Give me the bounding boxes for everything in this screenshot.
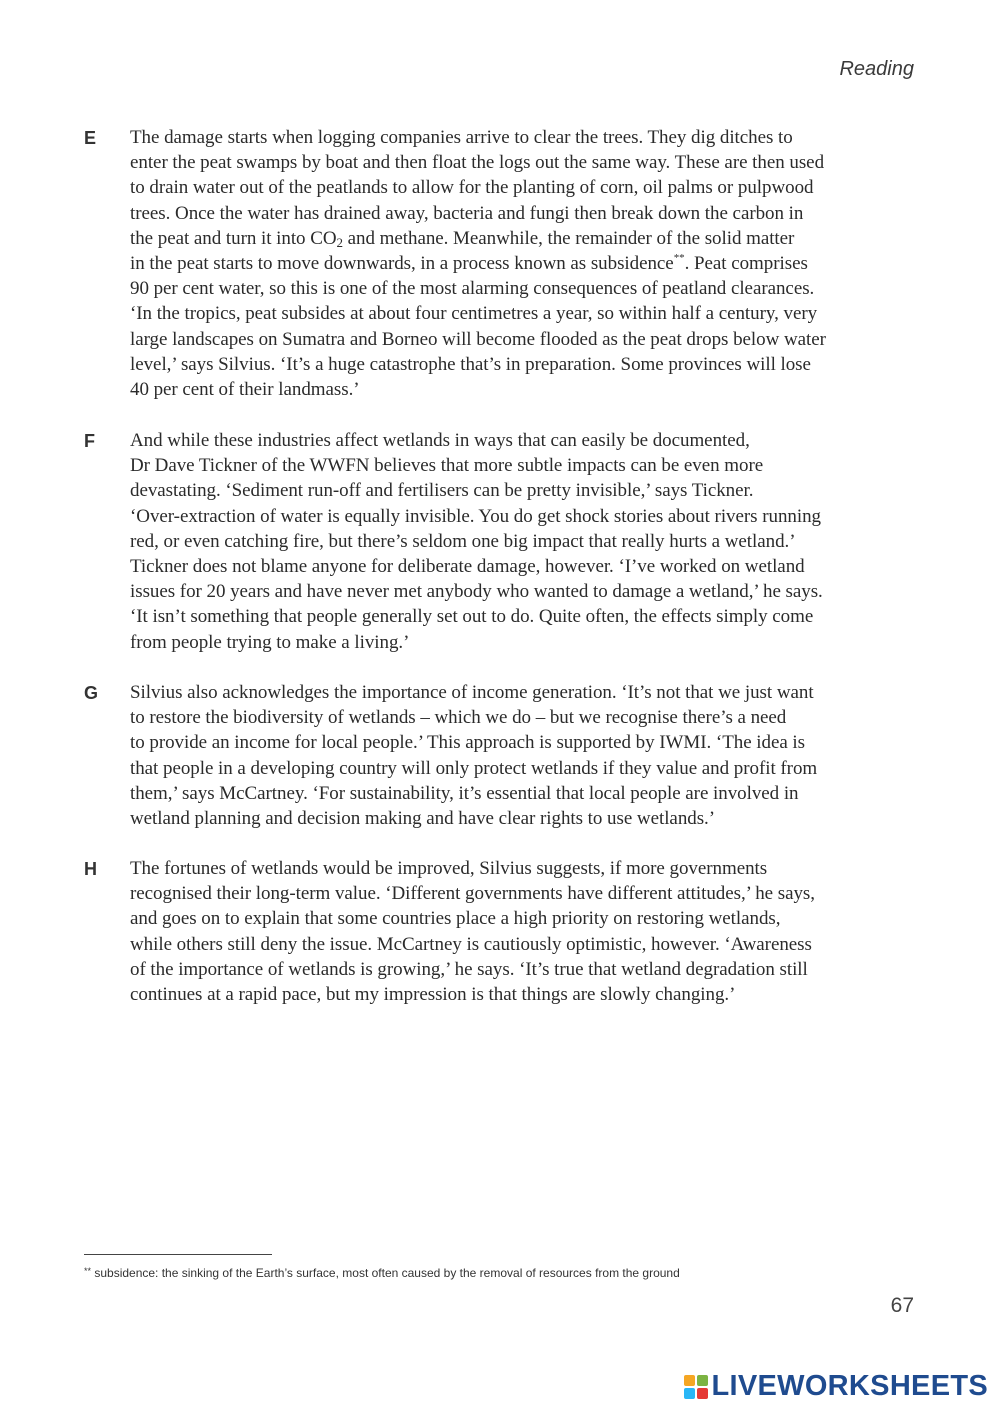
logo-square [697,1388,708,1399]
text-segment: . Peat comprises [684,253,808,275]
text-line: wetland planning and decision making and have clear rights to use wetlands.’ [130,808,716,830]
liveworksheets-logo-icon [684,1375,708,1399]
text-line: red, or even catching fire, but there’s seldom one big impact that really hurts a wetland.’ [130,530,796,552]
text-line: The damage starts when logging companies arrive to clear the trees. They dig ditches to [130,127,793,148]
subscript: 2 [336,234,343,250]
text-line: 90 per cent water, so this is one of the most alarming consequences of peatland clearances. [130,278,815,300]
paragraph-g [84,680,920,831]
liveworksheets-brand [684,1370,989,1403]
footnote-marker: ** [84,1266,92,1276]
text-line: large landscapes on Sumatra and Borneo will become flooded as the peat drops below water [130,328,826,350]
text-line: ‘In the tropics, peat subsides at about four centimetres a year, so within half a century, very [130,303,818,325]
text-line: devastating. ‘Sediment run-off and fertilisers can be pretty invisible,’ says Tickner. [130,480,754,502]
footnote-text: subsidence: the sinking of the Earth’s surface, most often caused by the removal of resources from the ground [91,1266,680,1280]
text-line: And while these industries affect wetlands in ways that can easily be documented, [130,430,750,451]
paragraph-letter: G [84,683,99,703]
paragraph-body [130,680,920,831]
text-line: Dr Dave Tickner of the WWFN believes that more subtle impacts can be even more [130,455,764,477]
text-line: while others still deny the issue. McCartney is cautiously optimistic, however. ‘Awareness [130,933,812,955]
text-segment: in the peat starts to move downwards, in a process known as subsidence [130,253,674,275]
text-line: and goes on to explain that some countries place a high priority on restoring wetlands, [130,908,781,930]
text-segment: and methane. Meanwhile, the remainder of the solid matter [342,227,795,249]
text-line: enter the peat swamps by boat and then float the logs out the same way. These are then used [130,152,825,174]
text-line: continues at a rapid pace, but my impression is that things are slowly changing.’ [130,984,736,1006]
footnote [84,1266,680,1280]
text-line: of the importance of wetlands is growing,’ he says. ‘It’s true that wetland degradation still [130,958,808,980]
text-line: to restore the biodiversity of wetlands – which we do – but we recognise there’s a need [130,707,787,729]
text-segment: the peat and turn it into CO [130,227,337,249]
footnote-divider [84,1254,272,1255]
text-line: 40 per cent of their landmass.’ [130,379,360,401]
text-line: issues for 20 years and have never met anybody who wanted to damage a wetland,’ he says. [130,581,823,603]
paragraph-letter: F [84,431,95,451]
paragraph-letter: H [84,859,97,879]
paragraph-body [130,125,920,402]
text-line: from people trying to make a living.’ [130,631,410,653]
logo-square [684,1375,695,1386]
text-line: to drain water out of the peatlands to allow for the planting of corn, oil palms or pulpwood [130,177,814,199]
footnote-reference: ** [673,252,685,265]
text-line: The fortunes of wetlands would be improved, Silvius suggests, if more governments [130,858,768,879]
paragraph-e [84,125,920,402]
text-line: recognised their long-term value. ‘Different governments have different attitudes,’ he says, [130,883,815,905]
brand-name: LIVEWORKSHEETS [711,1370,988,1402]
text-line: Silvius also acknowledges the importance of income generation. ‘It’s not that we just want [130,682,814,703]
paragraph-f [84,428,920,655]
text-line: trees. Once the water has drained away, bacteria and fungi then break down the carbon in [130,202,804,224]
text-line [130,251,920,276]
paragraph-body [130,428,920,655]
page-number: 67 [890,1294,914,1317]
running-head: Reading [839,58,914,80]
text-line: level,’ says Silvius. ‘It’s a huge catastrophe that’s in preparation. Some provinces will lose [130,353,811,375]
paragraph-h [84,856,920,1007]
text-line: to provide an income for local people.’ This approach is supported by IWMI. ‘The idea is [130,732,805,754]
text-line: them,’ says McCartney. ‘For sustainability, it’s essential that local people are involved in [130,782,799,804]
text-line: that people in a developing country will only protect wetlands if they value and profit from [130,757,818,779]
text-line: Tickner does not blame anyone for deliberate damage, however. ‘I’ve worked on wetland [130,556,805,578]
text-line [130,226,920,251]
logo-square [684,1388,695,1399]
text-line: ‘Over-extraction of water is equally invisible. You do get shock stories about rivers running [130,505,821,527]
paragraph-letter: E [84,128,97,148]
logo-square [697,1375,708,1386]
text-line: ‘It isn’t something that people generally set out to do. Quite often, the effects simply come [130,606,814,628]
paragraph-body [130,856,920,1007]
